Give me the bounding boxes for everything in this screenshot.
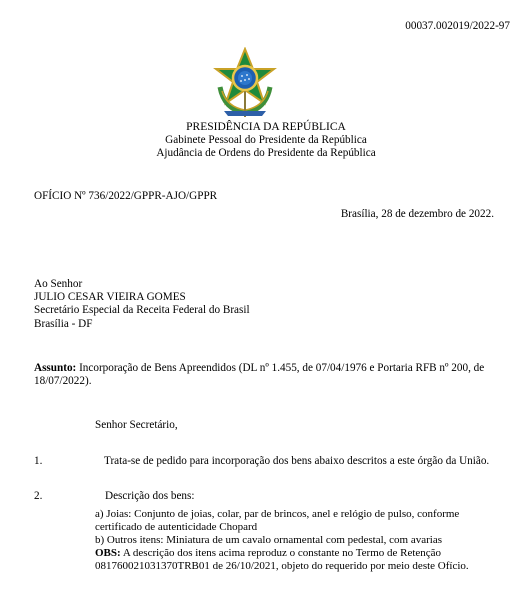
recipient-location: Brasília - DF: [34, 317, 93, 330]
obs-note: [95, 547, 505, 573]
recipient-salutation: Ao Senhor: [34, 278, 83, 290]
recipient-name: JULIO CESAR VIEIRA GOMES: [34, 291, 186, 304]
office-title: PRESIDÊNCIA DA REPÚBLICA: [186, 121, 346, 133]
item-b: b) Outros itens: Miniatura de um cavalo ornamental com pedestal, com avarias: [95, 533, 442, 546]
subject-label: Assunto:: [34, 362, 77, 374]
paragraph-2-number: 2.: [34, 490, 43, 502]
items-list: [95, 508, 505, 573]
recipient-title: Secretário Especial da Receita Federal do Brasil: [34, 304, 250, 317]
subject-line: [34, 362, 494, 389]
document-number: 00037.002019/2022-97: [405, 20, 510, 32]
paragraph-2-text: Descrição dos bens:: [105, 490, 195, 502]
recipient-block: [34, 278, 250, 331]
oficio-reference: OFÍCIO Nº 736/2022/GPPR-AJO/GPPR: [34, 190, 218, 202]
paragraph-1-text: Trata-se de pedido para incorporação dos bens abaixo descritos a este órgão da União.: [104, 455, 490, 467]
office-subtitle: Gabinete Pessoal do Presidente da República: [165, 134, 367, 146]
subject-text: Incorporação de Bens Apreendidos (DL nº 1.455, de 07/04/1976 e Portaria RFB nº 200, de 18/07/2022).: [34, 362, 485, 388]
greeting: Senhor Secretário,: [95, 419, 178, 431]
coat-of-arms-emblem: [210, 47, 280, 119]
paragraph-1-number: 1.: [34, 455, 43, 467]
office-subtitle-2: Ajudância de Ordens do Presidente da República: [156, 147, 376, 159]
obs-text: A descrição dos itens acima reproduz o constante no Termo de Retenção 081760021031370TRB01 de 26/10/2021, objeto do requerido por meio deste Ofício.: [95, 546, 469, 572]
place-date: Brasília, 28 de dezembro de 2022.: [340, 208, 494, 220]
item-a: a) Joias: Conjunto de joias, colar, par de brincos, anel e relógio de pulso, conforme certificado de autenticidade Chopard: [95, 508, 460, 533]
obs-label: OBS:: [95, 546, 121, 559]
